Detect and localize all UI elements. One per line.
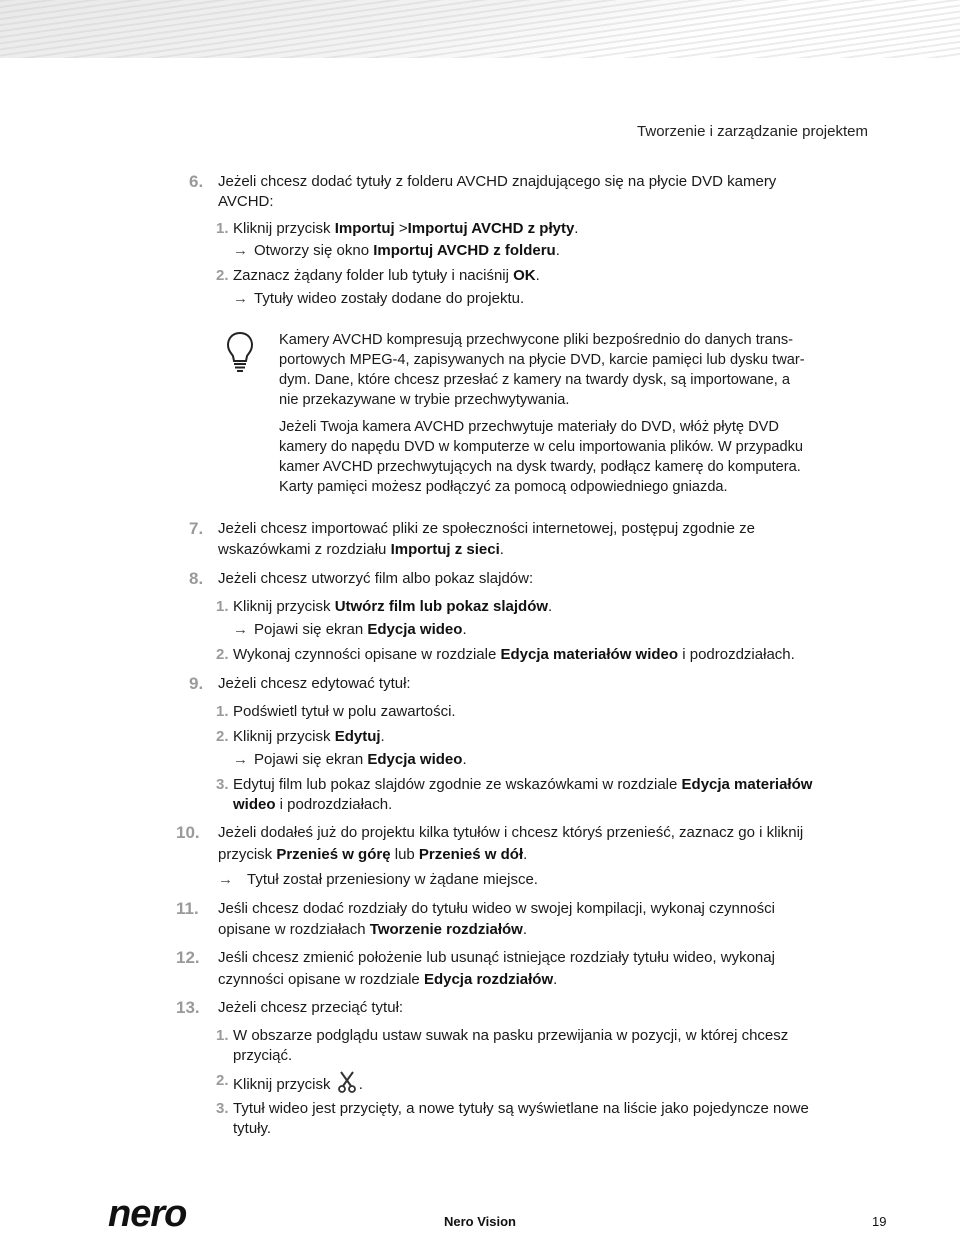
arrow-icon: → <box>233 242 248 259</box>
logo-text: nero <box>108 1198 187 1230</box>
footer-product-name: Nero Vision <box>444 1214 517 1229</box>
substep-text: Wykonaj czynności opisane w rozdziale Edycja materiałów wideo i podrozdziałach. <box>233 646 795 663</box>
substep-text: Kliknij przycisk Importuj >Importuj AVCHD z płyty. <box>233 220 579 237</box>
substep-text: przyciąć. <box>233 1047 293 1064</box>
step-number: 7. <box>189 519 204 538</box>
result-line: → Pojawi się ekran Edycja wideo. <box>233 621 467 638</box>
lightbulb-icon <box>225 330 255 372</box>
substep-text: wideo i podrozdziałach. <box>233 796 393 813</box>
step-text: Jeżeli dodałeś już do projektu kilka tytułów i chcesz któryś przenieść, zaznacz go i kliknij <box>218 824 804 841</box>
ui-label: Edycja wideo <box>367 751 463 768</box>
step-text: wskazówkami z rozdziału Importuj z sieci. <box>218 541 504 558</box>
substep-number: 1. <box>216 703 229 720</box>
step-number: 12. <box>176 948 200 967</box>
result-line: → Tytuł został przeniesiony w żądane miejsce. <box>218 871 538 888</box>
substep-number: 1. <box>216 1027 229 1044</box>
substep-text: Tytuł wideo jest przycięty, a nowe tytuły są wyświetlane na liście jako pojedyncze nowe <box>233 1100 809 1117</box>
substep-number: 3. <box>216 776 229 793</box>
header-decoration <box>0 0 960 58</box>
substep-text: Kliknij przycisk Edytuj. <box>233 728 385 745</box>
ui-label: Importuj <box>334 220 395 237</box>
ui-label: wideo <box>233 796 276 813</box>
substep-text: Kliknij przycisk . <box>233 1071 363 1099</box>
substep-number: 1. <box>216 220 229 237</box>
ui-label: Edycja materiałów <box>681 776 813 793</box>
step-text: Jeżeli chcesz utworzyć film albo pokaz slajdów: <box>218 570 534 587</box>
step-number: 8. <box>189 569 204 588</box>
ui-label: OK <box>513 267 536 284</box>
step-number: 6. <box>189 172 204 191</box>
arrow-icon: → <box>233 290 248 307</box>
substep-number: 3. <box>216 1100 229 1117</box>
step-number: 10. <box>176 823 200 842</box>
step-text: Jeśli chcesz dodać rozdziały do tytułu wideo w swojej kompilacji, wykonaj czynności <box>218 900 775 917</box>
page-number: 19 <box>872 1214 887 1229</box>
substep-number: 1. <box>216 598 229 615</box>
arrow-icon: → <box>233 751 248 768</box>
substep-number: 2. <box>216 646 229 663</box>
step-number: 13. <box>176 998 200 1017</box>
step-text: przycisk Przenieś w górę lub Przenieś w dół. <box>218 846 528 863</box>
ui-label: Przenieś w górę <box>276 846 391 863</box>
substep-text: Edytuj film lub pokaz slajdów zgodnie ze wskazówkami w rozdziale Edycja materiałów <box>233 776 813 793</box>
ui-label: Importuj z sieci <box>390 541 500 558</box>
step-number: 11. <box>176 899 199 918</box>
ui-label: Importuj AVCHD z folderu <box>373 242 556 259</box>
step-text: Jeżeli chcesz importować pliki ze społeczności internetowej, postępuj zgodnie ze <box>218 520 755 537</box>
ui-label: Edycja materiałów wideo <box>500 646 679 663</box>
substep-text: Kliknij przycisk Utwórz film lub pokaz slajdów. <box>233 598 553 615</box>
substep-text: Zaznacz żądany folder lub tytuły i naciśnij OK. <box>233 267 540 284</box>
step-text: opisane w rozdziałach Tworzenie rozdziałów. <box>218 921 528 938</box>
section-title: Tworzenie i zarządzanie projektem <box>637 123 868 140</box>
arrow-icon: → <box>233 621 248 638</box>
substep-text: Podświetl tytuł w polu zawartości. <box>233 703 456 720</box>
result-line: → Otworzy się okno Importuj AVCHD z folderu. <box>233 242 560 259</box>
substep-number: 2. <box>216 267 229 284</box>
nero-logo <box>108 1198 216 1235</box>
substep-text: W obszarze podglądu ustaw suwak na pasku przewijania w pozycji, w której chcesz <box>233 1027 789 1044</box>
step-text: Jeżeli chcesz przeciąć tytuł: <box>218 999 404 1016</box>
result-line: → Tytuły wideo zostały dodane do projektu. <box>233 290 525 307</box>
ui-label: Importuj AVCHD z płyty <box>407 220 575 237</box>
result-line: → Pojawi się ekran Edycja wideo. <box>233 751 467 768</box>
substep-number: 2. <box>216 728 229 745</box>
step-text: AVCHD: <box>218 193 274 210</box>
step-number: 9. <box>189 674 204 693</box>
step-text: Jeżeli chcesz dodać tytuły z folderu AVCHD znajdującego się na płycie DVD kamery <box>218 173 777 190</box>
step-text: Jeśli chcesz zmienić położenie lub usunąć istniejące rozdziały tytułu wideo, wykonaj <box>218 949 775 966</box>
scissors-icon <box>337 1071 357 1099</box>
step-text: Jeżeli chcesz edytować tytuł: <box>218 675 411 692</box>
ui-label: Tworzenie rozdziałów <box>369 921 523 938</box>
step-text: czynności opisane w rozdziale Edycja rozdziałów. <box>218 971 558 988</box>
ui-label: Przenieś w dół <box>418 846 524 863</box>
ui-label: Edycja wideo <box>367 621 463 638</box>
arrow-icon: → <box>218 871 233 888</box>
tip-note: Kamery AVCHD kompresują przechwycone pliki bezpośrednio do danych trans- portowych MPEG-4, zapisywanych na płycie DVD, karcie pamięci lub dysku twar- dym. Dane, które chcesz przesłać z kamery na twardy dysk, są importowane, a nie przekazywane w trybie przechwytywania. Jeżeli Twoja kamera AVCHD przechwytuje materiały do DVD, włóż płytę DVD kamery do napędu DVD w komputerze w celu importowania plików. W przypadku kamer AVCHD przechwytujących na dysk twardy, podłącz kamerę do komputera. Karty pamięci możesz podłączyć za pomocą odpowiedniego gniazda. <box>279 332 805 495</box>
substep-number: 2. <box>216 1072 229 1089</box>
ui-label: Utwórz film lub pokaz slajdów <box>334 598 549 615</box>
substep-text: tytuły. <box>233 1120 272 1137</box>
ui-label: Edycja rozdziałów <box>423 971 554 988</box>
ui-label: Edytuj <box>334 728 381 745</box>
